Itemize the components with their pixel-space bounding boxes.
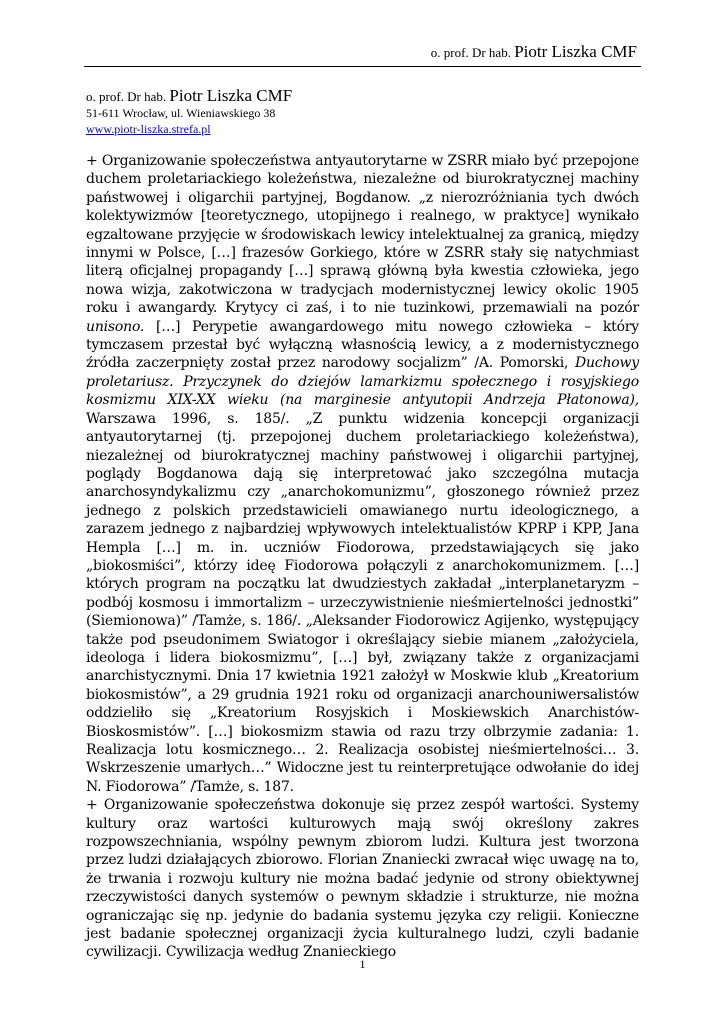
author-prefix: o. prof. Dr hab. (86, 89, 167, 104)
author-address: 51-611 Wrocław, ul. Wieniawskiego 38 (86, 106, 276, 120)
text-run: „z nierozróżniania tych dwóch kolektywizmów [teoretycznego, utopijnego i realnego, w praktyce] wynikało egzaltowane przyjęcie w środowiskach lewicy intelektualnej za granicą, między innymi w Polsce, […] frazesów Gorkiego, które w ZSRR stały się natychmiast literą oficjalnej propagandy […] sprawą główną była kwestia człowieka, jego nowa wizja, zakotwiczona w tradycjach modernistycznej lewicy okolic 1905 roku i awangardy. Krytycy ci zaś, i to nie tuzinkowi, przemawiali na pozór (86, 189, 639, 317)
author-name-line (86, 88, 292, 105)
author-name: Piotr Liszka CMF (169, 86, 293, 105)
body-paragraph (86, 796, 639, 962)
author-block (86, 88, 292, 137)
text-run: + Organizowanie społeczeństwa dokonuje się przez zespół wartości. Systemy kultury oraz wartości kulturowych mają swój określony zakres rozpowszechniania, wspólny pewnym zbiorom ludzi. Kultura jest tworzona przez ludzi działających zbiorowo. Florian Znaniecki zwracał więc uwagę na to, że trwania i rozwoju kultury nie można badać jedynie od strony obiektywnej rzeczywistości danych systemów o pewnym składzie i strukturze, nie można ograniczając się np. jedynie do badania systemu języka czy religii. Konieczne jest badanie społecznej organizacji życia kulturalnego ludzi, czyli badanie cywilizacji. Cywilizacja według Znanieckiego (86, 797, 639, 961)
author-website-link[interactable]: www.piotr-liszka.strefa.pl (86, 122, 211, 136)
running-header-name: Piotr Liszka CMF (514, 42, 637, 61)
text-run: + Organizowanie społeczeństwa antyautorytarne w ZSRR miało być przepojone duchem proletariackiego koleżeństwa, niezależne od biurokratycznej machiny państwowej i oligarchii partyjnej, Bogdanow. (86, 153, 639, 206)
body-text (86, 152, 639, 962)
page-number: 1 (359, 957, 366, 971)
body-paragraph (86, 152, 639, 796)
italic-text-run: Duchowy proletariusz. Przyczynek do dziejów lamarkizmu społecznego i rosyjskiego kosmizmu XIX-XX wieku (na marginesie antyutopii Andrzeja Płatonowa), (86, 355, 639, 409)
italic-text-run: unisono. (86, 318, 145, 335)
running-header (431, 42, 637, 62)
text-run: Warszawa 1996, s. 185/. „Z punktu widzenia koncepcji organizacji antyautorytarnej (tj. przepojonej duchem proletariackiego koleżeństwa), niezależnej od biurokratycznej machiny państwowej i oligarchii partyjnej, poglądy Bogdanowa dają się interpretować jako szczególna mutacja anarchosyndykalizmu czy „anarchokomunizmu”, głoszonego również przez jednego z polskich przedstawicieli omawianego nurtu ideologicznego, a zarazem jednego z najbardziej wpływowych intelektualistów KPRP i KPP, Jana Hempla […] m. in. uczniów Fiodorowa, przedstawiających się jako „biokosmiści”, którzy ideę Fiodorowa połączyli z anarchokomunizmem. […] których program na początku lat dwudziestych zakładał „interplanetaryzm – podbój kosmosu i immortalizm – urzeczywistnienie nieśmiertelności jednostki” (Siemionowa)” /Tamże, s. 186/. „Aleksander Fiodorowicz Agijenko, występujący także pod pseudonimem Swiatogor i określający siebie mianem „założyciela, ideologa i lidera biokosmizmu”, […] był, związany także z organizacjami anarchistycznymi. Dnia 17 kwietnia 1921 założył w Moskwie klub „Kreatorium biokosmistów”, a 29 grudnia 1921 roku od organizacji anarchouniwersalistów oddzieliło się „Kreatorium Rosyjskich i Moskiewskich Anarchistów-Bioskosmistów”. […] biokosmizm stawia od razu trzy olbrzymie zadania: 1. Realizacja lotu kosmicznego… 2. Realizacja osobistej nieśmiertelności… 3. Wskrzeszenie umarłych…” Widoczne jest tu reinterpretujące odwołanie do idej N. Fiodorowa” /Tamże, s. 187. (86, 410, 639, 795)
running-header-prefix: o. prof. Dr hab. (430, 45, 511, 60)
header-divider (84, 66, 641, 67)
text-run: […] Perypetie awangardowego mitu nowego człowieka – który tymczasem przestał być wyłączną własnością lewicy, a z modernistycznego źródła zaczerpnięty został przez narodowy socjalizm” /A. Pomorski, (86, 318, 639, 372)
